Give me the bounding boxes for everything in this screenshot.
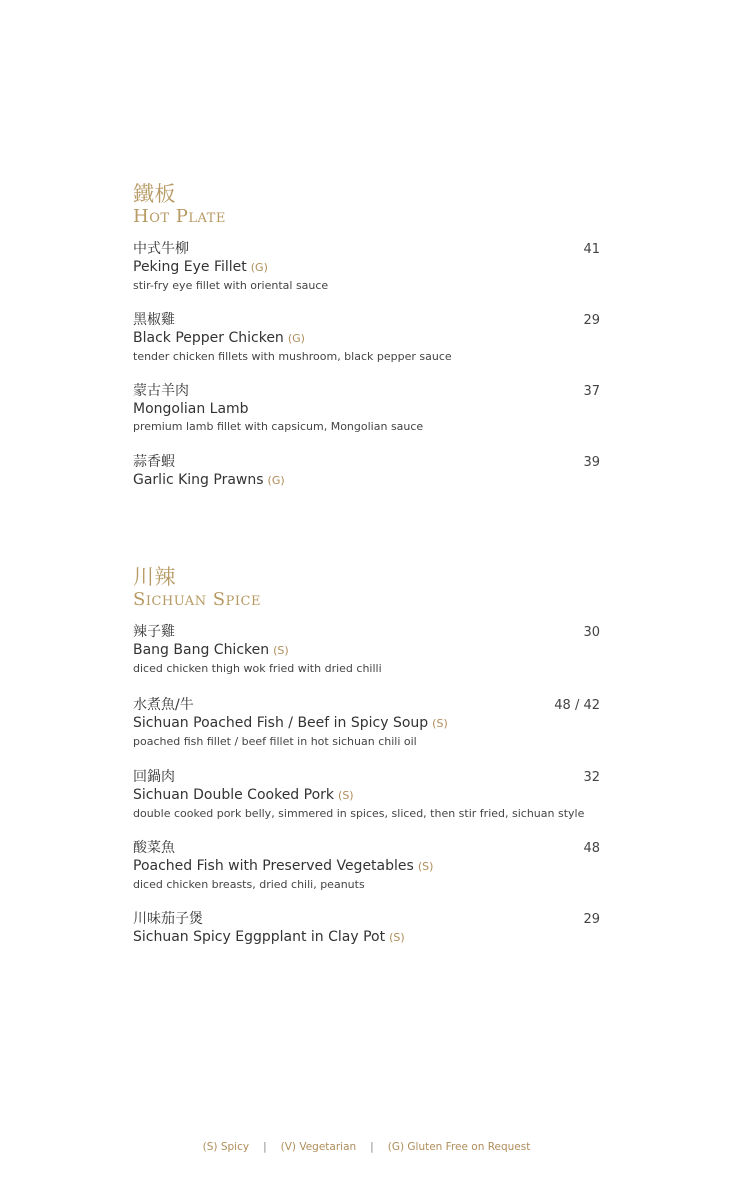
dish-description: premium lamb fillet with capsicum, Mongolian sauce <box>133 420 424 433</box>
section-title-cn: 川辣 <box>133 565 176 589</box>
section-sichuan-spice <box>133 565 600 945</box>
dish-price: 37 <box>583 384 600 399</box>
dish-name-cn: 蒜香蝦 <box>133 454 175 470</box>
dish-name-cn: 川味茄子煲 <box>133 911 203 927</box>
dish-price: 32 <box>583 770 600 785</box>
dish-name-cn: 水煮魚/牛 <box>133 697 194 713</box>
dish-name-en: Garlic King Prawns (G) <box>133 472 285 488</box>
menu-item <box>133 697 600 750</box>
dish-description: diced chicken thigh wok fried with dried chilli <box>133 662 382 675</box>
menu-item <box>133 383 600 435</box>
dish-name-cn: 中式牛柳 <box>133 241 189 257</box>
dish-description: diced chicken breasts, dried chili, peanuts <box>133 878 365 891</box>
menu-item <box>133 624 600 677</box>
dish-name-cn: 黑椒雞 <box>133 312 175 328</box>
menu-item <box>133 911 600 947</box>
dish-price: 41 <box>583 242 600 257</box>
dish-name-en: Sichuan Double Cooked Pork (S) <box>133 787 354 803</box>
dish-price: 48 / 42 <box>554 698 600 713</box>
dietary-tag: (S) <box>338 789 354 802</box>
dish-name-en: Peking Eye Fillet (G) <box>133 259 268 275</box>
dish-price: 30 <box>583 625 600 640</box>
legend-separator: | <box>263 1141 267 1153</box>
dish-price: 29 <box>583 313 600 328</box>
legend-separator: | <box>370 1141 374 1153</box>
dietary-tag: (G) <box>287 332 305 345</box>
dish-description: stir-fry eye fillet with oriental sauce <box>133 279 329 292</box>
dietary-tag: (S) <box>273 644 289 657</box>
menu-item <box>133 241 600 294</box>
dietary-tag: (S) <box>389 931 405 944</box>
dietary-tag: (S) <box>432 717 448 730</box>
dish-name-en: Mongolian Lamb <box>133 401 249 417</box>
dish-description: poached fish fillet / beef fillet in hot sichuan chili oil <box>133 735 417 748</box>
section-title-cn: 鐵板 <box>133 182 176 206</box>
dietary-legend <box>0 1141 733 1153</box>
dish-description: double cooked pork belly, simmered in spices, sliced, then stir fried, sichuan style <box>133 807 585 820</box>
dish-name-cn: 蒙古羊肉 <box>133 383 189 399</box>
section-title-en: Hot Plate <box>133 206 226 227</box>
dish-name-en: Black Pepper Chicken (G) <box>133 330 305 346</box>
dish-name-en: Poached Fish with Preserved Vegetables (S) <box>133 858 434 874</box>
dish-name-en: Sichuan Poached Fish / Beef in Spicy Soup (S) <box>133 715 448 731</box>
dish-price: 39 <box>583 455 600 470</box>
legend-gluten-free: (G) Gluten Free on Request <box>387 1141 531 1153</box>
dish-price: 48 <box>583 841 600 856</box>
dish-name-en: Sichuan Spicy Eggpplant in Clay Pot (S) <box>133 929 405 945</box>
dietary-tag: (G) <box>250 261 268 274</box>
dish-name-en: Bang Bang Chicken (S) <box>133 642 289 658</box>
dietary-tag: (S) <box>417 860 434 873</box>
dish-name-cn: 回鍋肉 <box>133 769 175 785</box>
dish-name-cn: 辣子雞 <box>133 624 175 640</box>
section-title-en: Sichuan Spice <box>133 589 261 610</box>
dish-price: 29 <box>583 912 600 927</box>
dish-description: tender chicken fillets with mushroom, black pepper sauce <box>133 350 452 363</box>
menu-item <box>133 769 600 822</box>
menu-item <box>133 840 600 893</box>
menu-item <box>133 454 600 490</box>
dietary-tag: (G) <box>267 474 285 487</box>
menu-item <box>133 312 600 365</box>
legend-vegetarian: (V) Vegetarian <box>280 1141 357 1153</box>
dish-name-cn: 酸菜魚 <box>133 840 175 856</box>
section-hot-plate <box>133 182 600 488</box>
legend-spicy: (S) Spicy <box>202 1141 250 1153</box>
